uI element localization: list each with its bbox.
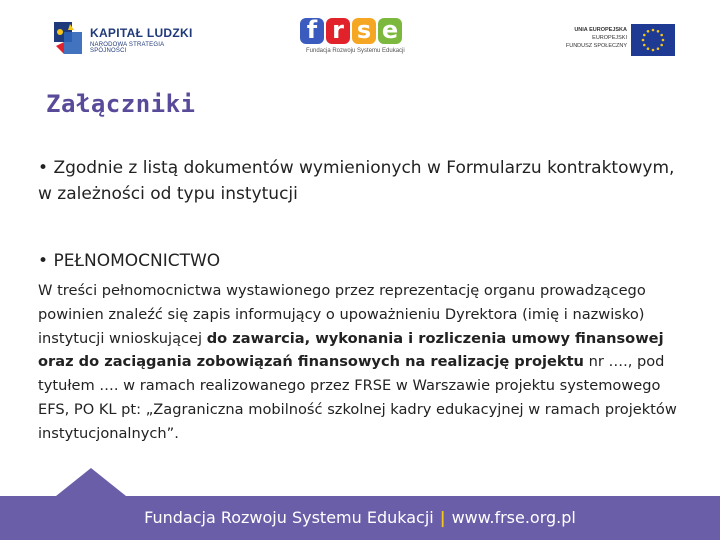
frse-letter-r: r: [326, 18, 350, 44]
bullet-documents-text: Zgodnie z listą dokumentów wymienionych w Formularzu kontraktowym, w zależności od typu instytucji: [38, 158, 675, 204]
frse-logo: [300, 18, 420, 64]
frse-wordmark: [300, 18, 420, 44]
body-text-part-2: nr …., pod tytułem …. w ramach realizowanego przez FRSE w Warszawie projektu systemowego EFS, PO KL pt: „Zagraniczna mobilność szkolnej kadry edukacyjnej w ramach projektów instytucjonalnych”.: [38, 353, 677, 442]
bullet-dot: •: [38, 158, 54, 178]
bullet-power-of-attorney: [38, 248, 678, 274]
footer-bar: [0, 496, 720, 540]
body-text-part-1: W treści pełnomocnictwa wystawionego przez reprezentację organu prowadzącego powinien znaleźć się zapis informujący o upoważnieniu Dyrektora (imię i nazwisko) instytucji wnioskującej: [38, 282, 646, 347]
kapital-ludzki-mark-icon: [50, 20, 86, 60]
frse-tagline: Fundacja Rozwoju Systemu Edukacji: [306, 48, 405, 54]
header-logos: [0, 0, 720, 80]
bullet-dot: •: [38, 251, 54, 271]
footer-org-name: Fundacja Rozwoju Systemu Edukacji: [144, 508, 434, 527]
eu-flag-icon: [631, 24, 675, 56]
body-text-bold: do zawarcia, wykonania i rozliczenia umowy finansowej oraz do zaciągania zobowiązań finansowych na realizację projektu: [38, 329, 664, 371]
eu-line-2: EUROPEJSKI: [592, 35, 627, 41]
footer-separator: |: [439, 508, 446, 527]
footer-notch-shape: [56, 468, 126, 496]
kapital-ludzki-subtitle: NARODOWA STRATEGIA SPÓJNOŚCI: [90, 42, 164, 54]
bullet-documents: [38, 155, 678, 207]
frse-letter-s: s: [352, 18, 376, 44]
frse-letter-f: f: [300, 18, 324, 44]
power-of-attorney-body: [38, 279, 678, 446]
bullet-power-of-attorney-text: PEŁNOMOCNICTWO: [53, 251, 221, 271]
kapital-ludzki-title: KAPITAŁ LUDZKI: [90, 26, 193, 40]
eu-logo: [560, 24, 675, 58]
kapital-ludzki-logo: [50, 18, 200, 62]
slide-title: Załączniki: [46, 90, 196, 118]
eu-line-1: UNIA EUROPEJSKA: [574, 27, 627, 33]
frse-letter-e: e: [378, 18, 402, 44]
eu-line-3: FUNDUSZ SPOŁECZNY: [565, 43, 627, 49]
footer-text: [0, 508, 720, 527]
footer-url[interactable]: www.frse.org.pl: [451, 508, 576, 527]
eu-logo-text: [566, 26, 627, 50]
